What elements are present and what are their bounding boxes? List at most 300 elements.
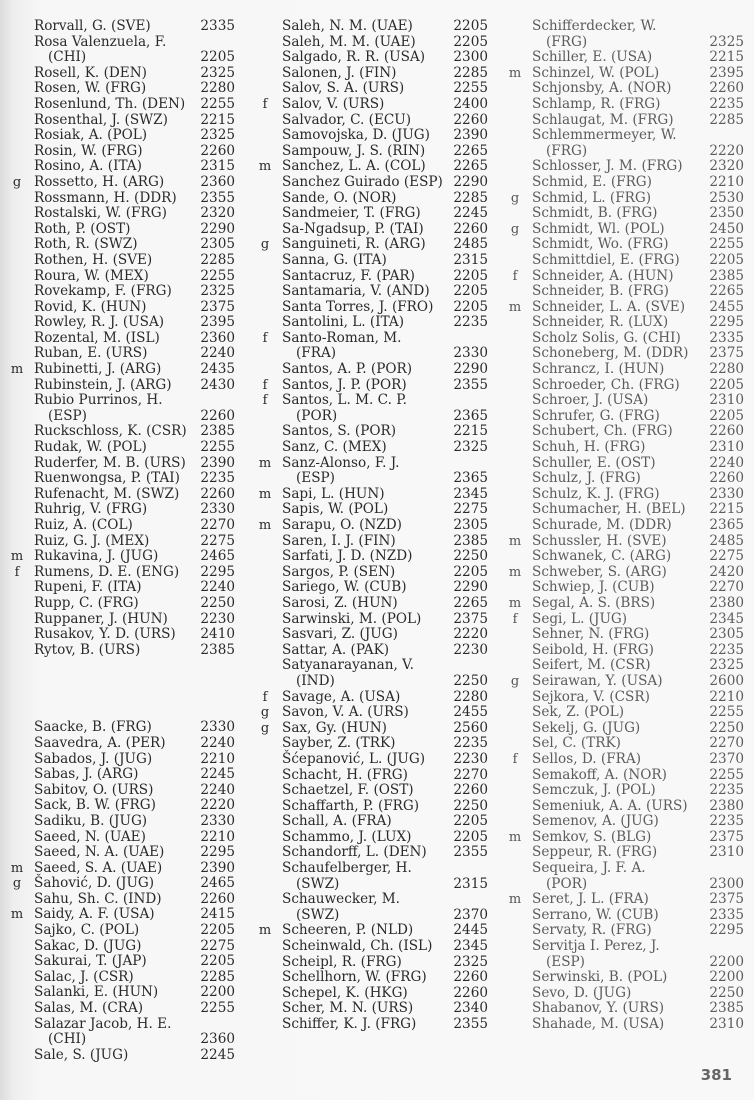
player-rating: 2315 bbox=[453, 251, 488, 268]
player-entry bbox=[10, 643, 235, 659]
player-rating: 2250 bbox=[200, 594, 235, 611]
player-name: Sejkora, V. (CSR) bbox=[532, 688, 650, 705]
player-entry bbox=[10, 861, 235, 877]
player-rating: 2420 bbox=[709, 563, 744, 580]
player-name: Scheeren, P. (NLD) bbox=[282, 922, 414, 939]
player-name: Salazar Jacob, H. E. bbox=[34, 1015, 172, 1032]
player-entry bbox=[10, 767, 235, 783]
player-name: Schmid, E. (FRG) bbox=[532, 173, 652, 190]
player-rating: 2275 bbox=[709, 548, 744, 565]
player-entry bbox=[10, 393, 235, 424]
player-entry bbox=[508, 440, 744, 456]
player-rating: 2375 bbox=[709, 828, 744, 845]
player-title-marker: m bbox=[10, 860, 24, 876]
player-rating: 2245 bbox=[200, 766, 235, 783]
player-entry bbox=[508, 799, 744, 815]
player-rating: 2455 bbox=[709, 298, 744, 315]
player-title-marker: m bbox=[258, 486, 272, 502]
player-entry bbox=[10, 1017, 235, 1048]
player-entry bbox=[508, 923, 744, 939]
player-federation: (FRG) bbox=[546, 142, 588, 159]
player-rating: 2215 bbox=[709, 49, 744, 66]
player-entry bbox=[508, 502, 744, 518]
player-entry bbox=[258, 502, 488, 518]
player-entry bbox=[10, 35, 235, 66]
player-entry bbox=[10, 752, 235, 768]
player-name: Sack, B. W. (FRG) bbox=[34, 797, 156, 814]
player-title-marker: m bbox=[258, 923, 272, 939]
player-entry bbox=[508, 191, 744, 207]
player-rating: 2260 bbox=[453, 111, 488, 128]
player-name: Santolini, L. (ITA) bbox=[282, 314, 405, 331]
player-name: Santa Torres, J. (FRO) bbox=[282, 298, 434, 315]
player-rating: 2375 bbox=[709, 891, 744, 908]
player-name: Salas, M. (CRA) bbox=[34, 1000, 144, 1017]
player-name: Sek, Z. (POL) bbox=[532, 704, 625, 721]
player-name: Seppeur, R. (FRG) bbox=[532, 844, 658, 861]
player-title-marker: m bbox=[508, 299, 522, 315]
player-title-marker: m bbox=[258, 455, 272, 471]
player-title-marker: g bbox=[12, 174, 22, 190]
player-entry bbox=[10, 830, 235, 846]
player-rating: 2210 bbox=[200, 828, 235, 845]
player-federation: (SWZ) bbox=[296, 906, 340, 923]
player-name: Šahović, D. (JUG) bbox=[34, 875, 155, 892]
player-name: Schrufer, G. (FRG) bbox=[532, 407, 660, 424]
player-title-marker: m bbox=[258, 518, 272, 533]
player-entry bbox=[10, 892, 235, 908]
player-rating: 2205 bbox=[453, 18, 488, 34]
player-rating: 2215 bbox=[453, 423, 488, 440]
player-entry bbox=[258, 721, 488, 737]
player-name: Ruppaner, J. (HUN) bbox=[34, 610, 168, 627]
player-entry bbox=[258, 300, 488, 316]
player-rating: 2280 bbox=[453, 688, 488, 705]
player-name: Rosen, W. (FRG) bbox=[34, 80, 147, 97]
player-rating: 2310 bbox=[709, 439, 744, 456]
player-rating: 2270 bbox=[709, 735, 744, 752]
player-entry bbox=[258, 331, 488, 362]
player-entry bbox=[508, 378, 744, 394]
player-rating: 2265 bbox=[453, 142, 488, 159]
player-rating: 2265 bbox=[709, 283, 744, 300]
player-entry bbox=[258, 378, 488, 394]
player-name: Schubert, Ch. (FRG) bbox=[532, 423, 673, 440]
player-name: Rothen, H. (SVE) bbox=[34, 251, 153, 268]
player-rating: 2250 bbox=[453, 797, 488, 814]
player-entry bbox=[258, 690, 488, 706]
player-name: Sel, C. (TRK) bbox=[532, 735, 621, 752]
player-entry bbox=[508, 939, 744, 970]
player-name: Schinzel, W. (POL) bbox=[532, 64, 660, 81]
player-rating: 2390 bbox=[200, 454, 235, 471]
player-entry bbox=[258, 549, 488, 565]
player-name: Serwinski, B. (POL) bbox=[532, 969, 668, 986]
player-entry bbox=[258, 393, 488, 424]
player-entry bbox=[10, 923, 235, 939]
player-rating: 2410 bbox=[200, 626, 235, 643]
player-entry bbox=[508, 456, 744, 472]
player-name: Servaty, R. (FRG) bbox=[532, 922, 652, 939]
player-rating: 2345 bbox=[453, 485, 488, 502]
player-name: Sa-Ngadsup, P. (TAI) bbox=[282, 220, 424, 237]
player-entry bbox=[258, 50, 488, 66]
player-name: Rossetto, H. (ARG) bbox=[34, 173, 165, 190]
player-entry bbox=[508, 627, 744, 643]
player-name: Schoneberg, M. (DDR) bbox=[532, 345, 689, 362]
player-rating: 2295 bbox=[709, 922, 744, 939]
player-name: Rytov, B. (URS) bbox=[34, 641, 141, 658]
player-name: Rossmann, H. (DDR) bbox=[34, 189, 177, 206]
player-name: Rubinstein, J. (ARG) bbox=[34, 376, 172, 393]
player-entry bbox=[508, 534, 744, 550]
player-rating: 2330 bbox=[709, 485, 744, 502]
player-entry bbox=[10, 97, 235, 113]
player-rating: 2275 bbox=[200, 937, 235, 954]
player-rating: 2375 bbox=[200, 298, 235, 315]
player-entry bbox=[508, 487, 744, 503]
player-name: Schacht, H. (FRG) bbox=[282, 766, 408, 783]
player-entry bbox=[508, 159, 744, 175]
player-name: Saavedra, A. (PER) bbox=[34, 734, 166, 751]
player-rating: 2360 bbox=[200, 173, 235, 190]
player-federation: (SWZ) bbox=[296, 875, 340, 892]
player-name: Saeed, N. (UAE) bbox=[34, 828, 146, 845]
player-title-marker: m bbox=[508, 829, 522, 845]
player-entry bbox=[508, 128, 744, 159]
player-name: Schifferdecker, W. bbox=[532, 18, 657, 34]
player-rating: 2395 bbox=[200, 314, 235, 331]
player-name: Sellos, D. (FRA) bbox=[532, 750, 642, 767]
player-name: Servitja I. Perez, J. bbox=[532, 938, 660, 955]
player-name: Salanki, E. (HUN) bbox=[34, 984, 159, 1001]
player-rating: 2205 bbox=[453, 298, 488, 315]
player-entry bbox=[508, 861, 744, 892]
player-entry bbox=[10, 534, 235, 550]
player-name: Salov, V. (URS) bbox=[282, 95, 385, 112]
player-entry bbox=[258, 191, 488, 207]
player-rating: 2320 bbox=[709, 158, 744, 175]
player-name: Salgado, R. R. (USA) bbox=[282, 49, 426, 66]
player-name: Sandmeier, T. (FRG) bbox=[282, 205, 421, 222]
player-entry bbox=[10, 159, 235, 175]
player-name: Schlamp, R. (FRG) bbox=[532, 95, 661, 112]
player-entry bbox=[508, 113, 744, 129]
player-entry bbox=[10, 253, 235, 269]
player-rating: 2370 bbox=[709, 750, 744, 767]
player-rating: 2380 bbox=[709, 594, 744, 611]
player-rating: 2325 bbox=[200, 127, 235, 144]
player-title-marker: m bbox=[10, 907, 24, 923]
player-rating: 2335 bbox=[200, 18, 235, 34]
player-name: Semeniuk, A. A. (URS) bbox=[532, 797, 688, 814]
player-entry bbox=[258, 362, 488, 378]
player-name: Rowley, R. J. (USA) bbox=[34, 314, 165, 331]
player-name: Ruderfer, M. B. (URS) bbox=[34, 454, 186, 471]
player-entry bbox=[10, 876, 235, 892]
player-entry bbox=[258, 1017, 488, 1033]
player-rating: 2325 bbox=[200, 64, 235, 81]
player-entry bbox=[508, 814, 744, 830]
player-name: Sattar, A. (PAK) bbox=[282, 641, 390, 658]
player-name: Semczuk, J. (POL) bbox=[532, 782, 656, 799]
player-entry bbox=[508, 612, 744, 628]
player-rating: 2370 bbox=[453, 906, 488, 923]
player-name: Sale, S. (JUG) bbox=[34, 1046, 129, 1063]
player-entry bbox=[508, 1017, 744, 1033]
player-rating: 2485 bbox=[453, 236, 488, 253]
player-name: Seirawan, Y. (USA) bbox=[532, 672, 663, 689]
player-title-marker: g bbox=[12, 876, 22, 892]
player-name: Santos, S. (POR) bbox=[282, 423, 397, 440]
player-rating: 2330 bbox=[453, 345, 488, 362]
player-title-marker: m bbox=[508, 65, 522, 81]
player-entry bbox=[10, 19, 235, 35]
player-rating: 2235 bbox=[453, 735, 488, 752]
player-name: Rostalski, W. (FRG) bbox=[34, 205, 167, 222]
player-rating: 2200 bbox=[200, 984, 235, 1001]
player-name: Schlemmermeyer, W. bbox=[532, 127, 677, 144]
player-entry bbox=[10, 814, 235, 830]
player-name: Schrancz, I. (HUN) bbox=[532, 361, 665, 378]
player-rating: 2300 bbox=[453, 49, 488, 66]
player-rating: 2310 bbox=[709, 1016, 744, 1032]
player-rating: 2235 bbox=[709, 813, 744, 830]
player-name: Sampouw, J. S. (RIN) bbox=[282, 142, 426, 159]
player-entry bbox=[508, 253, 744, 269]
player-name: Shabanov, Y. (URS) bbox=[532, 1000, 665, 1017]
player-rating: 2205 bbox=[200, 49, 235, 66]
player-name: Schmidt, B. (FRG) bbox=[532, 205, 658, 222]
player-rating: 2205 bbox=[453, 828, 488, 845]
player-federation: (ESP) bbox=[48, 407, 87, 424]
player-federation: (IND) bbox=[296, 672, 335, 689]
player-federation: (ESP) bbox=[546, 953, 585, 970]
player-rating: 2375 bbox=[709, 345, 744, 362]
player-rating: 2385 bbox=[453, 532, 488, 549]
player-rating: 2235 bbox=[709, 782, 744, 799]
player-rating: 2290 bbox=[453, 173, 488, 190]
player-entry bbox=[508, 269, 744, 285]
player-entry bbox=[10, 128, 235, 144]
player-entry bbox=[10, 424, 235, 440]
player-name: Schumacher, H. (BEL) bbox=[532, 501, 686, 518]
player-name: Ruban, E. (URS) bbox=[34, 345, 148, 362]
player-title-marker: m bbox=[508, 533, 522, 549]
player-name: Sajko, C. (POL) bbox=[34, 922, 140, 939]
player-rating: 2355 bbox=[453, 844, 488, 861]
player-entry bbox=[10, 596, 235, 612]
player-entry bbox=[508, 424, 744, 440]
player-rating: 2200 bbox=[709, 969, 744, 986]
player-rating: 2260 bbox=[453, 782, 488, 799]
player-rating: 2205 bbox=[453, 283, 488, 300]
player-entry bbox=[258, 424, 488, 440]
player-title-marker: f bbox=[262, 377, 268, 393]
player-entry bbox=[508, 549, 744, 565]
player-rating: 2240 bbox=[200, 345, 235, 362]
player-rating: 2335 bbox=[709, 329, 744, 346]
player-rating: 2255 bbox=[200, 267, 235, 284]
player-rating: 2205 bbox=[709, 376, 744, 393]
player-name: Schaetzel, F. (OST) bbox=[282, 782, 414, 799]
player-rating: 2205 bbox=[709, 407, 744, 424]
player-entry bbox=[10, 549, 235, 565]
player-rating: 2265 bbox=[453, 158, 488, 175]
player-entry bbox=[10, 907, 235, 923]
player-entry bbox=[10, 269, 235, 285]
player-entry bbox=[258, 783, 488, 799]
player-rating: 2395 bbox=[709, 64, 744, 81]
player-entry bbox=[10, 939, 235, 955]
player-rating: 2220 bbox=[453, 626, 488, 643]
player-name: Sapi, L. (HUN) bbox=[282, 485, 385, 502]
player-rating: 2255 bbox=[200, 1000, 235, 1017]
player-entry bbox=[508, 596, 744, 612]
player-rating: 2205 bbox=[453, 33, 488, 50]
player-name: Seret, J. L. (FRA) bbox=[532, 891, 649, 908]
player-entry bbox=[258, 35, 488, 51]
player-federation: (CHI) bbox=[48, 49, 87, 66]
player-rating: 2355 bbox=[453, 1016, 488, 1032]
player-name: Schuh, H. (FRG) bbox=[532, 439, 646, 456]
player-name: Sande, O. (NOR) bbox=[282, 189, 397, 206]
player-name: Schellhorn, W. (FRG) bbox=[282, 969, 427, 986]
player-entry bbox=[258, 222, 488, 238]
player-entry bbox=[508, 237, 744, 253]
player-name: Saeed, S. A. (UAE) bbox=[34, 859, 163, 876]
player-entry bbox=[258, 81, 488, 97]
player-name: Salvador, C. (ECU) bbox=[282, 111, 412, 128]
player-entry bbox=[258, 269, 488, 285]
player-name: Ruiz, A. (COL) bbox=[34, 517, 133, 533]
player-entry bbox=[258, 284, 488, 300]
player-entry bbox=[10, 331, 235, 347]
player-entry bbox=[508, 768, 744, 784]
player-rating: 2230 bbox=[453, 641, 488, 658]
player-entry bbox=[10, 378, 235, 394]
player-rating: 2275 bbox=[453, 501, 488, 518]
player-name: Roth, R. (SWZ) bbox=[34, 236, 138, 253]
player-rating: 2345 bbox=[453, 938, 488, 955]
player-entry bbox=[10, 783, 235, 799]
player-title-marker: m bbox=[508, 892, 522, 908]
player-name: Shahade, M. (USA) bbox=[532, 1016, 665, 1032]
player-rating: 2235 bbox=[200, 470, 235, 487]
player-name: Schandorff, L. (DEN) bbox=[282, 844, 427, 861]
player-entry bbox=[258, 534, 488, 550]
player-name: Schjonsby, A. (NOR) bbox=[532, 80, 672, 97]
player-rating: 2265 bbox=[453, 594, 488, 611]
player-federation: (POR) bbox=[296, 407, 338, 424]
player-entry bbox=[508, 518, 744, 534]
player-entry bbox=[508, 674, 744, 690]
player-entry bbox=[258, 627, 488, 643]
player-name: Samovojska, D. (JUG) bbox=[282, 127, 430, 144]
player-entry bbox=[258, 237, 488, 253]
player-rating: 2250 bbox=[453, 672, 488, 689]
player-name: Sabitov, O. (URS) bbox=[34, 781, 154, 798]
player-entry bbox=[508, 986, 744, 1002]
player-rating: 2400 bbox=[453, 95, 488, 112]
player-rating: 2365 bbox=[709, 517, 744, 533]
player-entry bbox=[508, 830, 744, 846]
player-rating: 2360 bbox=[200, 329, 235, 346]
player-name: Sarwinski, M. (POL) bbox=[282, 610, 422, 627]
player-entry bbox=[508, 752, 744, 768]
player-name: Saacke, B. (FRG) bbox=[34, 719, 152, 736]
player-name: Salonen, J. (FIN) bbox=[282, 64, 397, 81]
player-rating: 2465 bbox=[200, 548, 235, 565]
player-rating: 2205 bbox=[453, 563, 488, 580]
player-entry bbox=[258, 19, 488, 35]
player-rating: 2290 bbox=[200, 220, 235, 237]
player-name: Schwiep, J. (CUB) bbox=[532, 579, 655, 596]
player-title-marker: f bbox=[512, 611, 518, 627]
player-name: Saleh, N. M. (UAE) bbox=[282, 18, 413, 34]
player-name: Santacruz, F. (PAR) bbox=[282, 267, 415, 284]
player-rating: 2365 bbox=[453, 407, 488, 424]
player-entry bbox=[10, 206, 235, 222]
player-rating: 2260 bbox=[453, 220, 488, 237]
player-name: Rosa Valenzuela, F. bbox=[34, 33, 167, 50]
player-name: Sargos, P. (SEN) bbox=[282, 563, 396, 580]
column-1 bbox=[10, 19, 235, 1063]
player-name: Ruenwongsa, P. (TAI) bbox=[34, 470, 180, 487]
player-name: Sabas, J. (ARG) bbox=[34, 766, 139, 783]
player-entry bbox=[508, 315, 744, 331]
player-name: Santo-Roman, M. bbox=[282, 329, 402, 346]
player-entry bbox=[508, 690, 744, 706]
player-entry bbox=[258, 565, 488, 581]
player-name: Seifert, M. (CSR) bbox=[532, 657, 651, 674]
player-entry bbox=[508, 97, 744, 113]
player-name: Rozental, M. (ISL) bbox=[34, 329, 160, 346]
player-entry bbox=[10, 612, 235, 628]
player-title-marker: m bbox=[508, 595, 522, 611]
player-entry bbox=[10, 175, 235, 191]
player-name: Serrano, W. (CUB) bbox=[532, 906, 659, 923]
player-entry bbox=[10, 471, 235, 487]
player-rating: 2205 bbox=[709, 251, 744, 268]
player-rating: 2375 bbox=[453, 610, 488, 627]
player-name: Schneider, L. A. (SVE) bbox=[532, 298, 686, 315]
player-name: Schulz, K. J. (FRG) bbox=[532, 485, 660, 502]
player-rating: 2385 bbox=[200, 423, 235, 440]
player-name: Ruhrig, V. (FRG) bbox=[34, 501, 148, 518]
player-name: Rosenlund, Th. (DEN) bbox=[34, 95, 186, 112]
player-entry bbox=[10, 144, 235, 160]
player-entry bbox=[258, 440, 488, 456]
player-rating: 2200 bbox=[709, 953, 744, 970]
player-name: Schammo, J. (LUX) bbox=[282, 828, 412, 845]
player-name: Sevo, D. (JUG) bbox=[532, 984, 632, 1001]
player-rating: 2530 bbox=[709, 189, 744, 206]
player-rating: 2385 bbox=[709, 267, 744, 284]
player-name: Sekelj, G. (JUG) bbox=[532, 719, 641, 736]
player-entry bbox=[508, 206, 744, 222]
player-entry bbox=[10, 1048, 235, 1064]
player-entry bbox=[258, 175, 488, 191]
player-rating: 2285 bbox=[453, 64, 488, 81]
player-rating: 2280 bbox=[200, 80, 235, 97]
player-rating: 2215 bbox=[709, 501, 744, 518]
player-name: Rorvall, G. (SVE) bbox=[34, 18, 151, 34]
player-entry bbox=[258, 1001, 488, 1017]
player-rating: 2600 bbox=[709, 672, 744, 689]
player-title-marker: f bbox=[262, 393, 268, 409]
player-entry bbox=[508, 66, 744, 82]
